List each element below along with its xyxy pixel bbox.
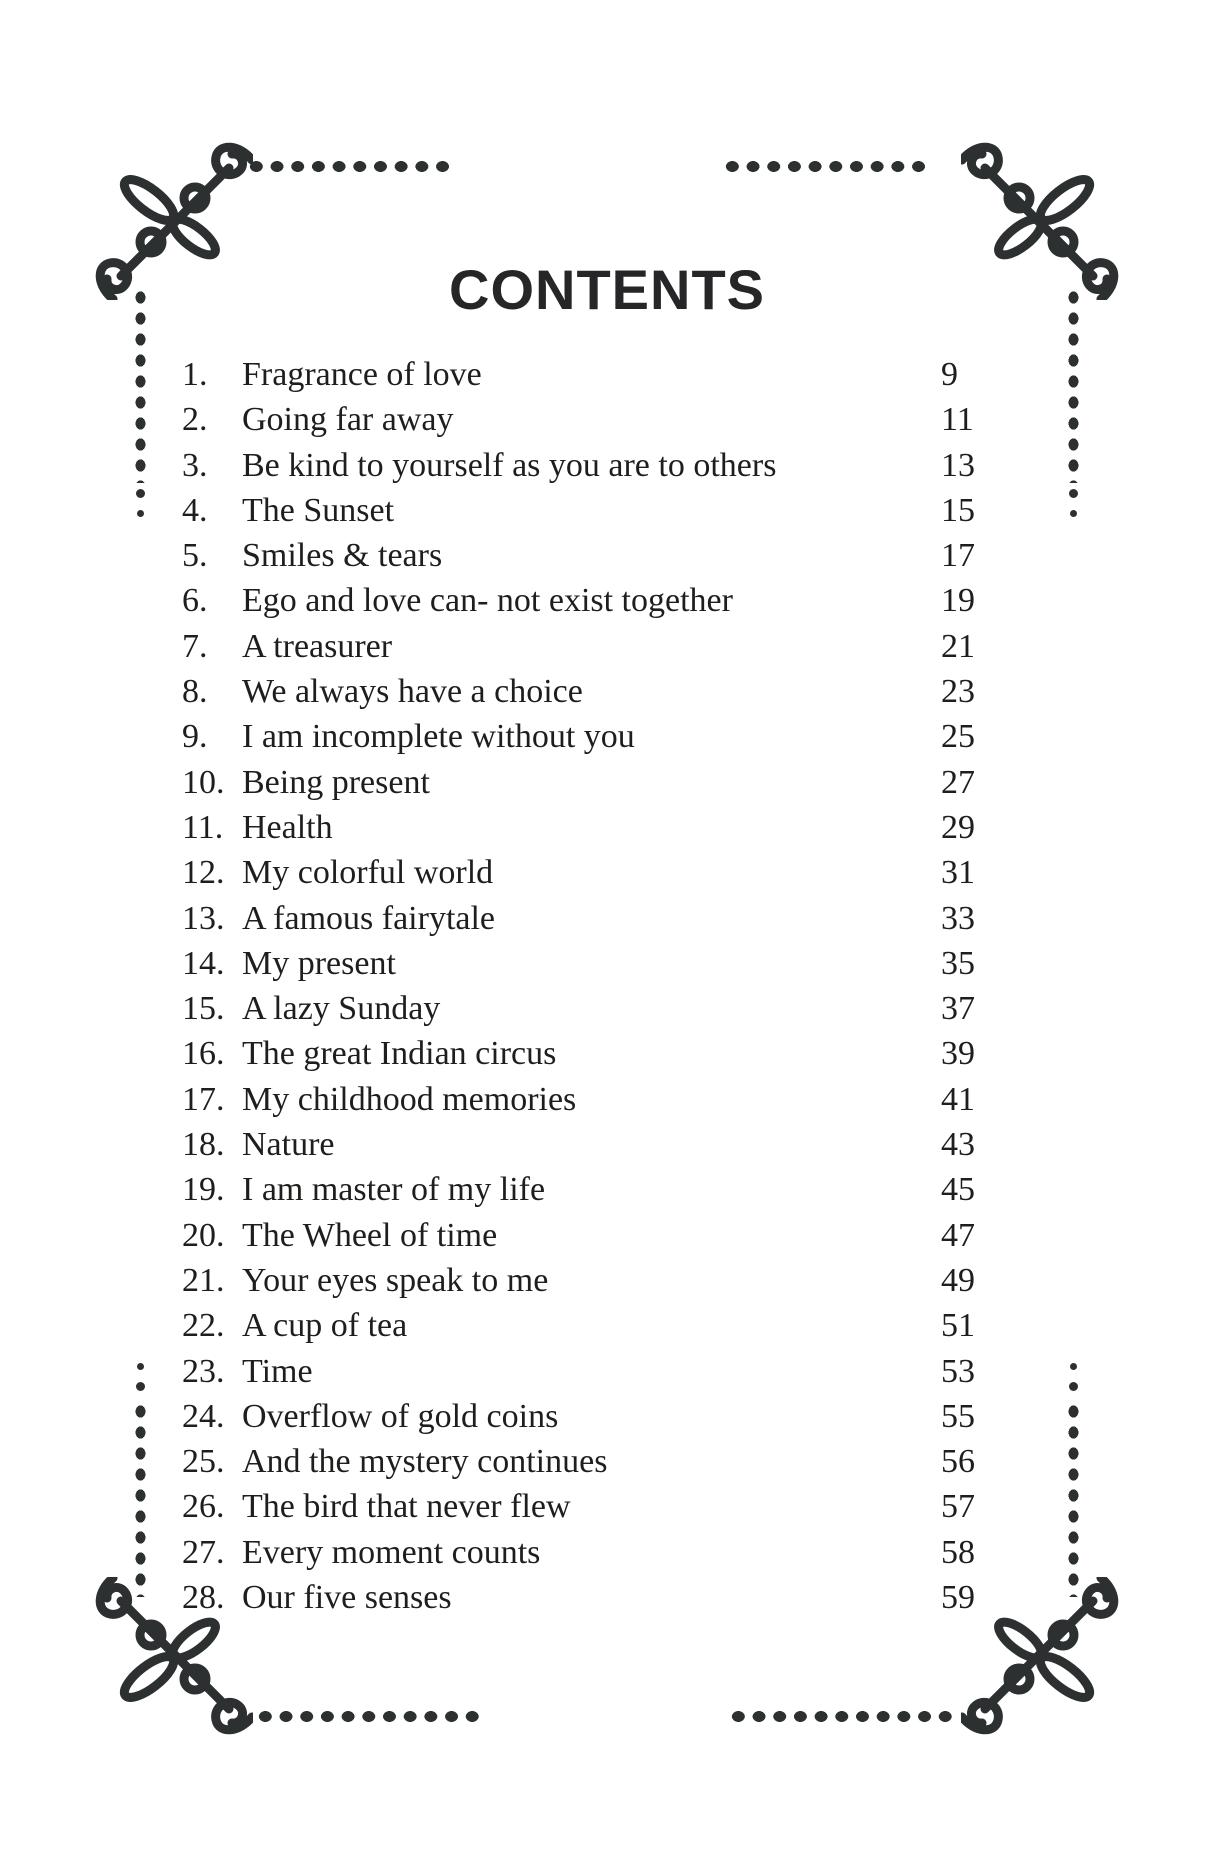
toc-item-page: 59 [941,1579,975,1617]
toc-item-title: A lazy Sunday [242,990,441,1028]
toc-item-number: 20. [182,1216,225,1254]
toc-item-page: 27 [941,763,975,801]
toc-row [182,397,982,442]
toc-item-title: Ego and love can- not exist together [242,582,733,620]
toc-row [182,578,982,623]
taper-dot [1069,489,1078,498]
toc-item-page: 9 [941,356,958,393]
toc-item-number: 23. [182,1352,225,1390]
toc-row [182,850,982,895]
toc-item-page: 31 [941,854,975,892]
toc-item-page: 29 [941,808,975,846]
toc-item-number: 15. [182,990,225,1028]
toc-row [182,443,982,488]
toc-item-title: Smiles & tears [242,537,443,575]
toc-item-page: 49 [941,1261,975,1299]
toc-item-page: 17 [941,537,975,575]
toc-row [182,488,982,533]
toc-item-page: 25 [941,718,975,756]
toc-item-title: Going far away [242,401,454,439]
toc-item-number: 12. [182,854,225,892]
toc-item-title: The bird that never flew [242,1488,571,1526]
toc-item-page: 56 [941,1443,975,1481]
toc-item-number: 24. [182,1397,225,1435]
toc-item-page: 58 [941,1533,975,1571]
dotted-border-right-lower [1067,1401,1080,1597]
toc-item-title: The Sunset [242,491,395,529]
toc-row [182,1077,982,1122]
toc-item-title: Fragrance of love [242,356,482,393]
toc-item-number: 22. [182,1307,225,1345]
toc-item-page: 15 [941,491,975,529]
taper-dot [136,489,145,498]
toc-item-number: 14. [182,944,225,982]
toc-row [182,986,982,1031]
taper-dot [136,1382,145,1391]
toc-item-title: We always have a choice [242,673,583,711]
toc-item-number: 16. [182,1035,225,1073]
toc-item-page: 43 [941,1126,975,1164]
toc-item-title: Health [242,808,333,846]
toc-item-page: 57 [941,1488,975,1526]
toc-item-page: 45 [941,1171,975,1209]
toc-item-number: 1. [182,356,208,393]
toc-row [182,1575,982,1620]
toc-item-title: Every moment counts [242,1533,541,1571]
toc-item-number: 2. [182,401,208,439]
page-title: CONTENTS [449,257,765,321]
toc-item-title: I am incomplete without you [242,718,635,756]
toc-row [182,1213,982,1258]
toc-item-number: 27. [182,1533,225,1571]
taper-dot [1069,1382,1078,1391]
toc-item-title: A cup of tea [242,1307,408,1345]
toc-item-number: 10. [182,763,225,801]
toc-item-page: 47 [941,1216,975,1254]
toc-row [182,760,982,805]
dotted-border-top-right [722,160,929,173]
dotted-border-bottom-right [728,1710,956,1723]
toc-item-number: 19. [182,1171,225,1209]
toc-item-page: 23 [941,673,975,711]
toc-item-title: Be kind to yourself as you are to others [242,446,777,484]
toc-list [182,352,982,1620]
toc-item-page: 53 [941,1352,975,1390]
corner-flourish-bottom-right [961,1577,1121,1737]
toc-row [182,805,982,850]
toc-item-page: 37 [941,990,975,1028]
toc-row [182,669,982,714]
taper-dot [137,510,144,517]
toc-item-number: 13. [182,899,225,937]
toc-item-page: 33 [941,899,975,937]
toc-item-page: 13 [941,446,975,484]
toc-item-title: My present [242,944,396,982]
toc-row [182,1303,982,1348]
toc-row [182,1122,982,1167]
toc-item-title: Our five senses [242,1579,452,1617]
toc-item-number: 28. [182,1579,225,1617]
taper-dot [1070,510,1077,517]
toc-item-title: The Wheel of time [242,1216,498,1254]
toc-item-title: Being present [242,763,430,801]
toc-item-number: 21. [182,1261,225,1299]
toc-item-title: The great Indian circus [242,1035,557,1073]
toc-item-number: 18. [182,1126,225,1164]
toc-item-number: 4. [182,491,208,529]
toc-row [182,1349,982,1394]
toc-item-title: A famous fairytale [242,899,496,937]
dotted-border-right-upper [1067,287,1080,483]
taper-dot [137,1363,144,1370]
toc-item-number: 17. [182,1080,225,1118]
toc-item-number: 25. [182,1443,225,1481]
dotted-border-left-lower [134,1401,147,1597]
toc-row [182,941,982,986]
toc-item-page: 39 [941,1035,975,1073]
toc-item-page: 21 [941,627,975,665]
toc-item-page: 35 [941,944,975,982]
toc-item-title: Nature [242,1126,335,1164]
toc-item-title: My colorful world [242,854,494,892]
toc-item-title: And the mystery continues [242,1443,608,1481]
dotted-border-top-left [246,160,453,173]
toc-item-title: My childhood memories [242,1080,577,1118]
toc-item-title: Time [242,1352,313,1390]
toc-item-title: Your eyes speak to me [242,1261,549,1299]
dotted-border-left-upper [134,287,147,483]
toc-item-number: 9. [182,718,208,756]
toc-item-number: 11. [182,808,224,846]
toc-row [182,624,982,669]
toc-item-title: A treasurer [242,627,393,665]
toc-item-title: Overflow of gold coins [242,1397,559,1435]
toc-row [182,533,982,578]
toc-row [182,1031,982,1076]
toc-item-title: I am master of my life [242,1171,546,1209]
toc-row [182,1530,982,1575]
toc-item-number: 5. [182,537,208,575]
toc-row [182,1439,982,1484]
toc-row [182,1167,982,1212]
corner-flourish-top-right [961,140,1121,300]
dotted-border-bottom-left [255,1710,483,1723]
toc-row [182,1258,982,1303]
toc-row [182,896,982,941]
toc-item-number: 7. [182,627,208,665]
toc-item-page: 19 [941,582,975,620]
toc-item-page: 41 [941,1080,975,1118]
toc-row [182,1484,982,1529]
toc-item-number: 3. [182,446,208,484]
toc-item-page: 11 [941,401,974,439]
taper-dot [1070,1363,1077,1370]
toc-item-number: 6. [182,582,208,620]
toc-item-page: 55 [941,1397,975,1435]
toc-item-number: 26. [182,1488,225,1526]
toc-item-page: 51 [941,1307,975,1345]
toc-item-number: 8. [182,673,208,711]
corner-flourish-top-left [93,140,253,300]
toc-row [182,352,982,397]
toc-row [182,714,982,759]
toc-row [182,1394,982,1439]
